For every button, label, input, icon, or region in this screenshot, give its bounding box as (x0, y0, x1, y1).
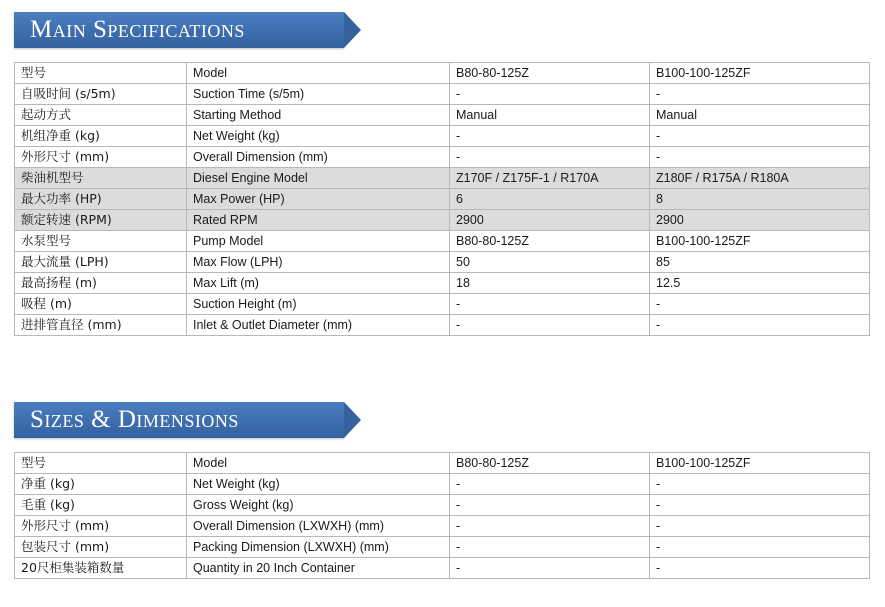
cell-value-model-2: Manual (650, 105, 870, 126)
cell-value-model-1: 6 (450, 189, 650, 210)
table-row (15, 516, 870, 537)
cell-value-model-2: 85 (650, 252, 870, 273)
cell-value-model-1: - (450, 474, 650, 495)
cell-value-model-2: - (650, 84, 870, 105)
cell-label-en: Gross Weight (kg) (187, 495, 450, 516)
cell-label-cn: 外形尺寸 (mm) (15, 516, 187, 537)
table-row (15, 294, 870, 315)
cell-label-en: Model (187, 63, 450, 84)
table-row (15, 558, 870, 579)
cell-value-model-1: B80-80-125Z (450, 453, 650, 474)
cell-label-cn: 最高扬程 (m) (15, 273, 187, 294)
cell-value-model-1: 18 (450, 273, 650, 294)
cell-value-model-2: - (650, 126, 870, 147)
cell-label-en: Overall Dimension (mm) (187, 147, 450, 168)
cell-label-cn: 型号 (15, 63, 187, 84)
cell-label-cn: 外形尺寸 (mm) (15, 147, 187, 168)
cell-value-model-2: 12.5 (650, 273, 870, 294)
cell-label-cn: 机组净重 (kg) (15, 126, 187, 147)
cell-value-model-2: - (650, 147, 870, 168)
cell-label-en: Max Flow (LPH) (187, 252, 450, 273)
cell-value-model-2: 8 (650, 189, 870, 210)
cell-value-model-1: B80-80-125Z (450, 63, 650, 84)
cell-label-en: Max Power (HP) (187, 189, 450, 210)
cell-label-en: Overall Dimension (LXWXH) (mm) (187, 516, 450, 537)
cell-value-model-1: - (450, 126, 650, 147)
section-title: Main Specifications (30, 16, 245, 43)
cell-label-en: Suction Height (m) (187, 294, 450, 315)
cell-value-model-1: - (450, 294, 650, 315)
cell-value-model-2: - (650, 474, 870, 495)
cell-label-cn: 净重 (kg) (15, 474, 187, 495)
cell-value-model-2: B100-100-125ZF (650, 453, 870, 474)
sizes-dimensions-table (14, 452, 870, 579)
cell-value-model-2: Z180F / R175A / R180A (650, 168, 870, 189)
cell-label-cn: 最大功率 (HP) (15, 189, 187, 210)
cell-value-model-2: - (650, 495, 870, 516)
cell-label-en: Packing Dimension (LXWXH) (mm) (187, 537, 450, 558)
table-row (15, 105, 870, 126)
cell-label-en: Diesel Engine Model (187, 168, 450, 189)
cell-value-model-1: - (450, 537, 650, 558)
section-spacer (0, 336, 885, 402)
cell-label-cn: 型号 (15, 453, 187, 474)
cell-value-model-1: Manual (450, 105, 650, 126)
table-row (15, 63, 870, 84)
table-row (15, 273, 870, 294)
table-row (15, 474, 870, 495)
cell-label-en: Net Weight (kg) (187, 126, 450, 147)
cell-label-cn: 毛重 (kg) (15, 495, 187, 516)
cell-value-model-1: Z170F / Z175F-1 / R170A (450, 168, 650, 189)
cell-value-model-2: - (650, 516, 870, 537)
table-row (15, 210, 870, 231)
cell-value-model-2: B100-100-125ZF (650, 63, 870, 84)
cell-label-en: Pump Model (187, 231, 450, 252)
cell-value-model-1: - (450, 495, 650, 516)
cell-value-model-2: - (650, 537, 870, 558)
banner-table-spacer (0, 438, 885, 452)
cell-label-en: Net Weight (kg) (187, 474, 450, 495)
cell-value-model-2: - (650, 558, 870, 579)
cell-label-cn: 20尺柜集装箱数量 (15, 558, 187, 579)
cell-label-en: Inlet & Outlet Diameter (mm) (187, 315, 450, 336)
cell-label-en: Rated RPM (187, 210, 450, 231)
top-spacer (0, 0, 885, 12)
cell-label-cn: 水泵型号 (15, 231, 187, 252)
section-banner-sizes-dimensions (14, 402, 344, 438)
banner-table-spacer (0, 48, 885, 62)
cell-value-model-2: - (650, 315, 870, 336)
cell-label-en: Quantity in 20 Inch Container (187, 558, 450, 579)
cell-label-en: Max Lift (m) (187, 273, 450, 294)
table-row (15, 231, 870, 252)
cell-value-model-1: - (450, 315, 650, 336)
cell-value-model-2: 2900 (650, 210, 870, 231)
cell-label-cn: 额定转速 (RPM) (15, 210, 187, 231)
cell-label-en: Suction Time (s/5m) (187, 84, 450, 105)
cell-label-cn: 最大流量 (LPH) (15, 252, 187, 273)
table-row (15, 537, 870, 558)
table-row (15, 189, 870, 210)
table-row (15, 495, 870, 516)
cell-value-model-1: - (450, 558, 650, 579)
table-row (15, 315, 870, 336)
table-row (15, 84, 870, 105)
cell-label-cn: 包装尺寸 (mm) (15, 537, 187, 558)
cell-label-en: Starting Method (187, 105, 450, 126)
cell-label-cn: 进排管直径 (mm) (15, 315, 187, 336)
cell-label-cn: 吸程 (m) (15, 294, 187, 315)
table-row (15, 453, 870, 474)
cell-value-model-1: 2900 (450, 210, 650, 231)
cell-value-model-1: - (450, 516, 650, 537)
cell-value-model-1: 50 (450, 252, 650, 273)
table-row (15, 168, 870, 189)
cell-value-model-1: B80-80-125Z (450, 231, 650, 252)
table-row (15, 147, 870, 168)
cell-label-cn: 起动方式 (15, 105, 187, 126)
cell-value-model-2: - (650, 294, 870, 315)
cell-value-model-1: - (450, 147, 650, 168)
table-row (15, 252, 870, 273)
cell-value-model-2: B100-100-125ZF (650, 231, 870, 252)
cell-label-cn: 柴油机型号 (15, 168, 187, 189)
table-row (15, 126, 870, 147)
cell-value-model-1: - (450, 84, 650, 105)
section-title: Sizes & Dimensions (30, 406, 239, 433)
cell-label-cn: 自吸时间 (s/5m) (15, 84, 187, 105)
cell-label-en: Model (187, 453, 450, 474)
section-banner-main-specifications (14, 12, 344, 48)
main-specifications-table (14, 62, 870, 336)
